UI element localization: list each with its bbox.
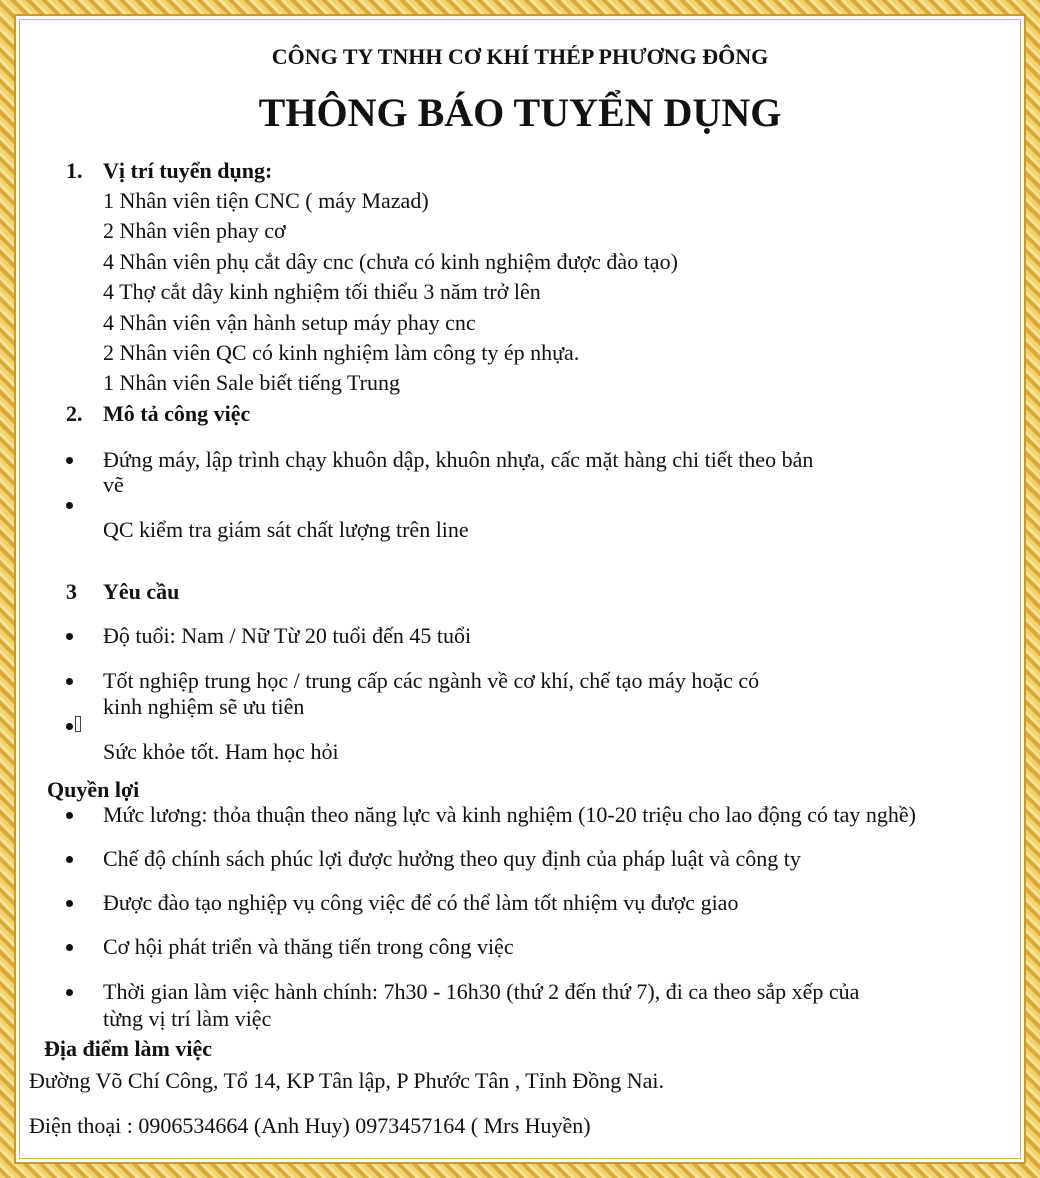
position-item: 4 Nhân viên vận hành setup máy phay cnc [103,310,476,335]
benefit-item: Được đào tạo nghiệp vụ công việc để có thể làm tốt nhiệm vụ được giao [103,890,739,915]
bullet-icon [66,457,73,464]
missing-glyph-icon [75,716,81,732]
page-title: THÔNG BÁO TUYỂN DỤNG [258,90,782,135]
position-item: 4 Thợ cắt dây kinh nghiệm tối thiểu 3 năm trở lên [103,279,541,304]
job-desc-item: Đứng máy, lập trình chạy khuôn dập, khuôn nhựa, cấc mặt hàng chi tiết theo bản [103,447,814,472]
bullet-icon [66,502,73,509]
bullet-icon [66,856,73,863]
benefit-item: Chế độ chính sách phúc lợi được hưởng theo quy định của pháp luật và công ty [103,846,801,871]
job-desc-item: QC kiểm tra giám sát chất lượng trên line [103,517,469,542]
requirement-item: Độ tuổi: Nam / Nữ Từ 20 tuổi đến 45 tuổi [103,623,472,648]
requirement-item: Tốt nghiệp trung học / trung cấp các ngành về cơ khí, chế tạo máy hoặc có [103,668,760,693]
bullet-icon [66,723,73,730]
section2-heading: Mô tả công việc [103,401,251,426]
bullet-icon [66,678,73,685]
location-heading: Địa điểm làm việc [44,1036,213,1061]
company-name: CÔNG TY TNHH CƠ KHÍ THÉP PHƯƠNG ĐÔNG [271,44,769,69]
phone: Điện thoại : 0906534664 (Anh Huy) 0973457164 ( Mrs Huyền) [29,1113,591,1138]
position-item: 1 Nhân viên tiện CNC ( máy Mazad) [103,188,429,213]
benefits-heading: Quyền lợi [47,777,140,802]
bullet-icon [66,989,73,996]
section3-number: 3 [66,579,77,604]
benefit-item: Mức lương: thỏa thuận theo năng lực và kinh nghiệm (10-20 triệu cho lao động có tay nghề) [103,802,916,827]
requirement-item: Sức khỏe tốt. Ham học hỏi [103,739,339,764]
position-item: 2 Nhân viên phay cơ [103,218,286,243]
section2-number: 2. [66,401,83,426]
bullet-icon [66,900,73,907]
section1-heading: Vị trí tuyển dụng: [103,158,273,183]
section1-number: 1. [66,158,83,183]
benefit-item: Cơ hội phát triển và thăng tiến trong công việc [103,934,514,959]
bullet-icon [66,944,73,951]
position-item: 4 Nhân viên phụ cắt dây cnc (chưa có kinh nghiệm được đào tạo) [103,249,678,274]
benefit-item: Thời gian làm việc hành chính: 7h30 - 16h30 (thứ 2 đến thứ 7), đi ca theo sắp xếp của [103,979,860,1004]
benefit-item-cont: từng vị trí làm việc [103,1006,272,1031]
bullet-icon [66,812,73,819]
position-item: 2 Nhân viên QC có kinh nghiệm làm công ty ép nhựa. [103,340,580,365]
position-item: 1 Nhân viên Sale biết tiếng Trung [103,370,400,395]
bullet-icon [66,633,73,640]
requirement-item-cont: kinh nghiệm sẽ ưu tiên [103,694,305,719]
address: Đường Võ Chí Công, Tổ 14, KP Tân lập, P Phước Tân , Tỉnh Đồng Nai. [29,1068,665,1093]
section3-heading: Yêu cầu [103,579,180,604]
job-desc-item-cont: vẽ [103,472,124,497]
